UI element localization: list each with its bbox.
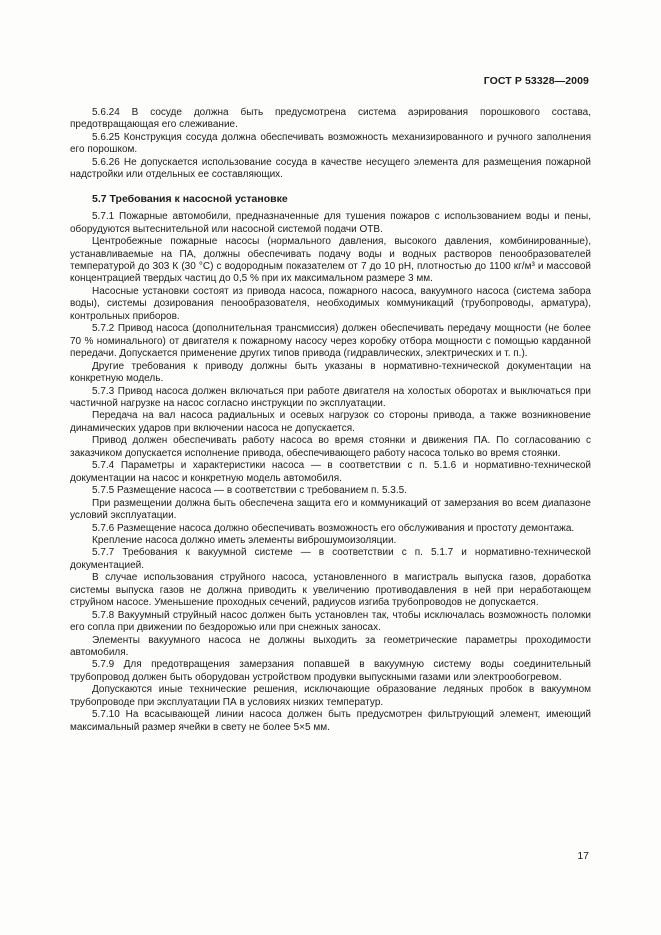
paragraph: 5.6.25 Конструкция сосуда должна обеспечивать возможность механизированного и ручного заполнения его порошком.: [70, 131, 591, 156]
paragraph: Другие требования к приводу должны быть указаны в нормативно-технической документации на конкретную модель.: [70, 360, 591, 385]
paragraph: 5.7.10 На всасывающей линии насоса должен быть предусмотрен фильтрующий элемент, имеющий максимальный размер ячейки в свету не более 5×5 мм.: [70, 709, 591, 733]
paragraph: 5.7.9 Для предотвращения замерзания попавшей в вакуумную систему воды соединительный трубопровод должен быть оборудован устройством продувки выпускными газами или электрообогревом.: [70, 659, 591, 683]
paragraph: Насосные установки состоят из привода насоса, пожарного насоса, вакуумного насоса (система забора воды), системы дозирования пенообразователя, необходимых коммуникаций (трубопроводы, арматура), контрольных приборов.: [70, 285, 591, 322]
paragraph: Центробежные пожарные насосы (нормального давления, высокого давления, комбинированные), устанавливаемые на ПА, должны обеспечивать подачу воды и водных растворов пенообразователей температурой до 303 К (30 °С) с водородным показателем от 7 до 10 рН, плотностью до 1100 кг/м³ и массовой концентрацией твердых частиц до 0,5 % при их максимальном размере 3 мм.: [70, 236, 591, 285]
paragraph: 5.7.2 Привод насоса (дополнительная трансмиссия) должен обеспечивать передачу мощности (не более 70 % номинального) от двигателя к пожарному насосу через коробку отбора мощности с помощью карданной передачи. Допускается применение других типов привода (гидравлических, электрических и т. п.).: [70, 323, 591, 360]
page-number: 17: [577, 850, 589, 862]
paragraph: 5.6.26 Не допускается использование сосуда в качестве несущего элемента для размещения пожарной надстройки или отдельных ее составляющих.: [70, 156, 591, 181]
paragraph: Элементы вакуумного насоса не должны выходить за геометрические параметры проходимости автомобиля.: [70, 634, 591, 659]
paragraph: 5.7.5 Размещение насоса — в соответствии с требованием п. 5.3.5.: [92, 485, 407, 497]
paragraph: 5.7.8 Вакуумный струйный насос должен быть установлен так, чтобы исключалась возможность поломки его сопла при движении по бездорожью или при снежных заносах.: [70, 609, 591, 634]
paragraph: 5.7.6 Размещение насоса должно обеспечивать возможность его обслуживания и простоту демонтажа.: [92, 522, 575, 534]
document-code: ГОСТ Р 53328—2009: [483, 75, 589, 87]
section-heading: 5.7 Требования к насосной установке: [92, 192, 288, 205]
page-body: [70, 107, 591, 734]
paragraph: В случае использования струйного насоса, установленного в магистраль выпуска газов, доработка системы выпуска газов не должна приводить к увеличению противодавления в ней при неработающем струйном насосе. Уменьшение проходных сечений, радиусов изгиба трубопроводов не допускается.: [70, 572, 591, 609]
paragraph: 5.7.4 Параметры и характеристики насоса — в соответствии с п. 5.1.6 и нормативно-технической документации на насос и конкретную модель автомобиля.: [70, 460, 591, 484]
paragraph: Передача на вал насоса радиальных и осевых нагрузок со стороны привода, а также возникновение динамических ударов при включении насоса не допускается.: [70, 410, 591, 434]
paragraph: При размещении должна быть обеспечена защита его и коммуникаций от замерзания во всем диапазоне условий эксплуатации.: [70, 497, 591, 522]
paragraph: Допускаются иные технические решения, исключающие образование ледяных пробок в вакуумном трубопроводе при эксплуатации ПА в условиях низких температур.: [70, 684, 591, 708]
paragraph: 5.7.1 Пожарные автомобили, предназначенные для тушения пожаров с использованием воды и пены, оборудуются вытеснительной или насосной системой подачи ОТВ.: [70, 211, 591, 235]
paragraph: Крепление насоса должно иметь элементы виброшумоизоляции.: [92, 534, 397, 546]
paragraph: 5.7.7 Требования к вакуумной системе — в соответствии с п. 5.1.7 и нормативно-технической документацией.: [70, 547, 591, 571]
paragraph: 5.7.3 Привод насоса должен включаться при работе двигателя на холостых оборотах и выключаться при частичной нагрузке на насос согласно инструкции по эксплуатации.: [70, 385, 591, 409]
paragraph: Привод должен обеспечивать работу насоса во время стоянки и движения ПА. По согласованию с заказчиком допускается исполнение привода, обеспечивающего работу насоса только во время стоянки.: [70, 435, 591, 459]
paragraph: 5.6.24 В сосуде должна быть предусмотрена система аэрирования порошкового состава, предотвращающая его слеживание.: [70, 107, 591, 131]
